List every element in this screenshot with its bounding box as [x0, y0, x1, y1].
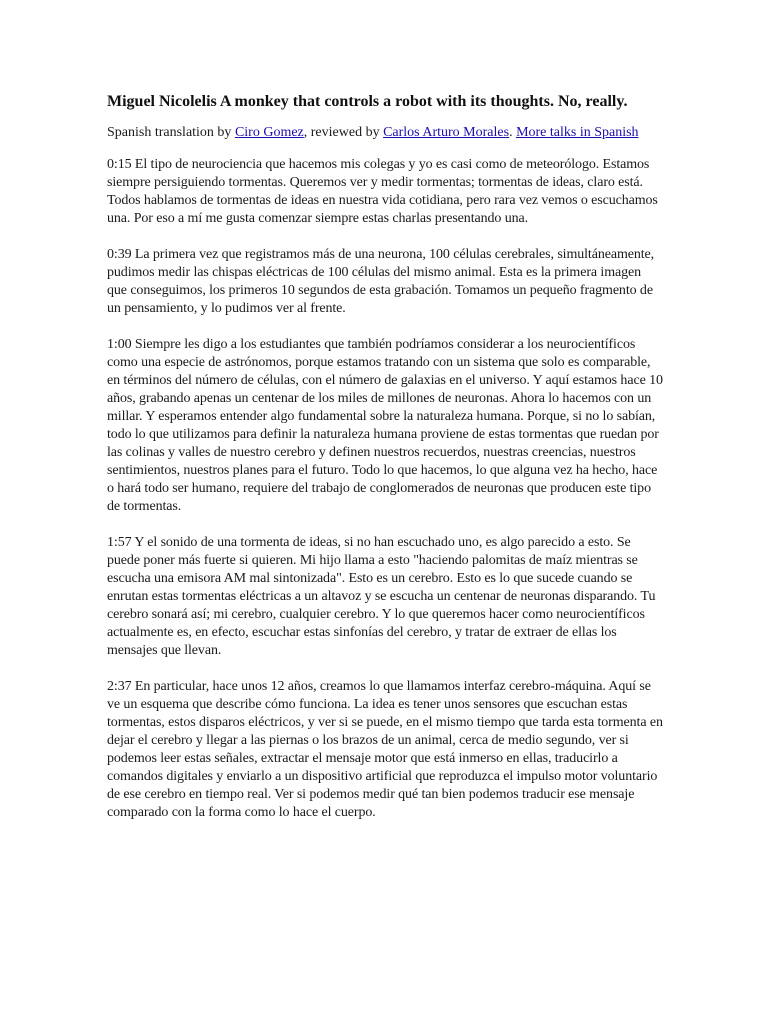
- transcript-paragraph-0157: 1:57 Y el sonido de una tormenta de ideas, si no han escuchado uno, es algo parecido a esto. Se puede poner más fuerte si quieren. Mi hijo llama a esto "haciendo palomitas de maíz mientras se escucha una emisora AM mal sintonizada". Esto es un cerebro. Esto es lo que sucede cuando se enrutan estas tormentas eléctricas a un altavoz y se escucha un centenar de neuronas disparando. Tu cerebro sonará así; mi cerebro, cualquier cerebro. Y lo que queremos hacer como neurocientíficos actualmente es, en efecto, escuchar estas sinfonías del cerebro, y tratar de extraer de ellas los mensajes que llevan.: [107, 535, 656, 658]
- credits-separator: .: [509, 125, 517, 140]
- transcript-paragraph-0015: 0:15 El tipo de neurociencia que hacemos mis colegas y yo es casi como de meteorólogo. Estamos siempre persiguiendo tormentas. Queremos ver y medir tormentas; tormentas de ideas, claro está. Todos hablamos de tormentas de ideas en nuestra vida cotidiana, pero rara vez vemos o escuchamos una. Por eso a mí me gusta comenzar siempre estas charlas presentando una.: [107, 157, 658, 226]
- translator-link[interactable]: Ciro Gomez: [234, 125, 304, 140]
- page-title: Miguel Nicolelis A monkey that controls a robot with its thoughts. No, really.: [107, 93, 628, 110]
- credits-prefix: Spanish translation by: [107, 125, 235, 140]
- document-page: [107, 92, 663, 840]
- credits-middle: , reviewed by: [303, 125, 384, 140]
- transcript-paragraph-0039: 0:39 La primera vez que registramos más de una neurona, 100 células cerebrales, simultáneamente, pudimos medir las chispas eléctricas de 100 células del mismo animal. Esta es la primera imagen que conseguimos, los primeros 10 segundos de esta grabación. Tomamos un pequeño fragmento de un pensamiento, y lo pudimos ver al frente.: [107, 247, 655, 316]
- transcript-paragraph-0237: 2:37 En particular, hace unos 12 años, creamos lo que llamamos interfaz cerebro-máquina. Aquí se ve un esquema que describe cómo funciona. La idea es tener unos sensores que escuchan estas tormentas, estos disparos eléctricos, y ver si se puede, en el mismo tiempo que tarda esta tormenta en dejar el cerebro y llegar a las piernas o los brazos de un animal, cerca de medio segundo, ver si podemos leer estas señales, extractar el mensaje motor que está inmerso en ellas, traducirlo a comandos digitales y enviarlo a un dispositivo artificial que reproduzca el impulso motor voluntario de ese cerebro en tiempo real. Ver si podemos medir qué tan bien podemos traducir ese mensaje comparado con la forma como lo hace el cuerpo.: [107, 679, 663, 820]
- more-talks-link[interactable]: More talks in Spanish: [516, 125, 639, 140]
- transcript-paragraph-0100: 1:00 Siempre les digo a los estudiantes que también podríamos considerar a los neurocientíficos como una especie de astrónomos, porque estamos tratando con un sistema que solo es comparable, en términos del número de células, con el número de galaxias en el universo. Y aquí estamos hace 10 años, grabando apenas un centenar de los miles de millones de neuronas. Ahora lo hacemos con un millar. Y esperamos entender algo fundamental sobre la naturaleza humana. Porque, si no lo sabían, todo lo que utilizamos para definir la naturaleza humana proviene de estas tormentas que ruedan por las colinas y valles de nuestro cerebro y definen nuestros recuerdos, nuestras creencias, nuestros sentimientos, nuestros planes para el futuro. Todo lo que hacemos, lo que alguna vez ha hecho, hace o hará todo ser humano, requiere del trabajo de conglomerados de neuronas que producen este tipo de tormentas.: [107, 337, 663, 514]
- translation-credits: [107, 124, 663, 142]
- reviewer-link[interactable]: Carlos Arturo Morales: [383, 125, 510, 140]
